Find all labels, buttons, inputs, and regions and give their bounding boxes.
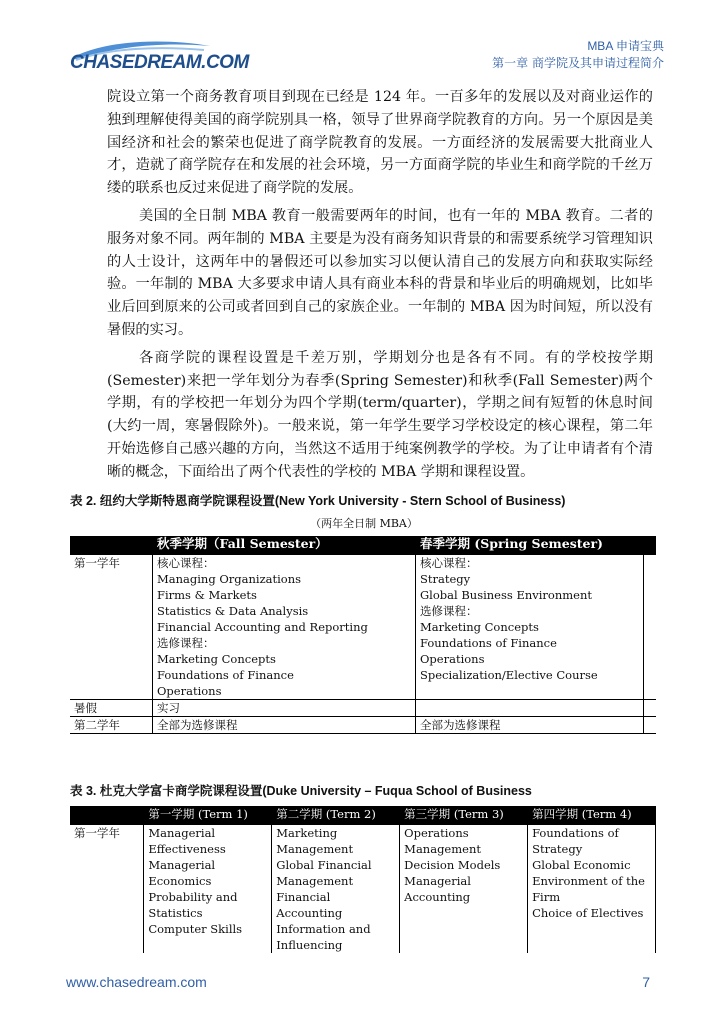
term-cell (528, 825, 656, 954)
course: Strategy (420, 572, 471, 586)
course: Statistics & Data Analysis (157, 604, 309, 618)
course: Decision Models (404, 858, 501, 872)
course: Managerial (404, 874, 471, 888)
footer-website-link[interactable]: www.chasedream.com (66, 974, 207, 990)
course: Foundations of (532, 826, 619, 840)
fall-cell: 实习 (153, 700, 416, 717)
table3-header-cell: 第二学期 (Term 2) (272, 806, 400, 825)
term-cell (272, 825, 400, 954)
table2-caption: 表 2. 纽约大学斯特恩商学院课程设置(New York University - Stern School of Business) (70, 494, 566, 508)
fall-cell (153, 555, 416, 700)
course: Specialization/Elective Course (420, 668, 598, 682)
course: Foundations of Finance (420, 636, 557, 650)
course: 核心课程： (420, 556, 478, 570)
course: 选修课程： (420, 604, 478, 618)
course: Firm (532, 890, 561, 904)
course: Computer Skills (148, 922, 243, 936)
course: Managerial (148, 858, 216, 872)
table3-header-cell: 第三学期 (Term 3) (400, 806, 528, 825)
course: Environment of the (532, 874, 645, 888)
table-row (70, 717, 656, 734)
course: Influencing (276, 938, 343, 952)
course: 选修课程： (157, 636, 215, 650)
table3 (70, 806, 656, 953)
course: Economics (148, 874, 212, 888)
page-number: 7 (642, 974, 650, 990)
term-cell (400, 825, 528, 954)
course: Foundations of Finance (157, 668, 294, 682)
spring-cell (416, 700, 644, 717)
course: Operations (420, 652, 485, 666)
row-label: 第一学年 (70, 825, 144, 954)
course: Management (276, 842, 354, 856)
paragraph: 各商学院的课程设置是千差万别，学期划分也是各有不同。有的学校按学期(Semester)来把一学年划分为春季(Spring Semester)和秋季(Fall Semester)两个学期，有的学校把一年划分为四个学期(term/quarter)，学期之间有短暂的休息时间(大约一周，寒暑假除外)。一般来说，第一年学生要学习学校设定的核心课程，第二年开始选修自己感兴趣的方向，当然这不适用于纯案例教学的学校。为了让申请者有个清晰的概念，下面给出了两个代表性的学校的 MBA 学期和课程设置。 (107, 349, 653, 480)
table2-header-row (70, 536, 656, 555)
course: Accounting (276, 906, 343, 920)
table3-caption: 表 3. 杜克大学富卡商学院课程设置(Duke University – Fuqua School of Business (70, 784, 532, 798)
course: Choice of Electives (532, 906, 644, 920)
course: Accounting (404, 890, 471, 904)
table2-header-cell (644, 536, 657, 555)
course: Managerial (148, 826, 216, 840)
course: Information and (276, 922, 371, 936)
course: Management (404, 842, 481, 856)
course: Global Business Environment (420, 588, 592, 602)
table2 (70, 536, 656, 734)
table2-header-cell (70, 536, 153, 555)
course: Strategy (532, 842, 583, 856)
course: Effectiveness (148, 842, 226, 856)
course: Marketing Concepts (420, 620, 539, 634)
row-label: 第一学年 (70, 555, 153, 700)
course: Global Economic (532, 858, 631, 872)
table3-header-cell: 第一学期 (Term 1) (144, 806, 272, 825)
course: Marketing Concepts (157, 652, 276, 666)
course: Operations (157, 684, 222, 698)
course: Statistics (148, 906, 203, 920)
course: Marketing (276, 826, 338, 840)
fall-cell: 全部为选修课程 (153, 717, 416, 734)
term-cell (144, 825, 272, 954)
course: Operations (404, 826, 469, 840)
paragraph: 美国的全日制 MBA 教育一般需要两年的时间，也有一年的 MBA 教育。二者的服务对象不同。两年制的 MBA 主要是为没有商务知识背景的和需要系统学习管理知识的人士设计，这两年中的暑假还可以参加实习以便认清自己的发展方向和获取实际经验。一年制的 MBA 大多要求申请人具有商业本科的背景和毕业后的明确规划，比如毕业后回到原来的公司或者回到自己的家族企业。一年制的 MBA 因为时间短，所以没有暑假的实习。 (107, 207, 653, 338)
course: Financial (276, 890, 331, 904)
table3-header-cell: 第四学期 (Term 4) (528, 806, 656, 825)
course: Firms & Markets (157, 588, 257, 602)
table2-subtitle: （两年全日制 MBA） (310, 517, 418, 530)
spring-cell (416, 555, 644, 700)
table2-header-cell: 秋季学期（Fall Semester） (153, 536, 416, 555)
table3-header-row (70, 806, 656, 825)
course: Managing Organizations (157, 572, 302, 586)
body-text (107, 86, 653, 489)
spring-cell: 全部为选修课程 (416, 717, 644, 734)
table-row (70, 555, 656, 700)
course: Probability and (148, 890, 238, 904)
header-title: MBA 申请宝典 (587, 39, 664, 53)
row-label: 第二学年 (70, 717, 153, 734)
paragraph: 院设立第一个商务教育项目到现在已经是 124 年。一百多年的发展以及对商业运作的独到理解使得美国的商学院别具一格，领导了世界商学院教育的方向。另一个原因是美国经济和社会的繁荣也促进了商学院教育的发展。一方面经济的发展需要大批商业人才，造就了商学院存在和发展的社会环境，另一方面商学院的毕业生和商学院的千丝万缕的联系也反过来促进了商学院的发展。 (107, 89, 653, 197)
header-chapter: 第一章 商学院及其申请过程简介 (492, 56, 664, 70)
course: Global Financial (276, 858, 372, 872)
table2-header-cell: 春季学期 (Spring Semester) (416, 536, 644, 555)
table-row (70, 825, 656, 954)
table3-header-cell (70, 806, 144, 825)
course: 核心课程： (157, 556, 215, 570)
course: Management (276, 874, 354, 888)
course: Financial Accounting and Reporting (157, 620, 368, 634)
logo-text: CHASEDREAM.COM (70, 52, 249, 73)
table-row (70, 700, 656, 717)
row-label: 暑假 (70, 700, 153, 717)
